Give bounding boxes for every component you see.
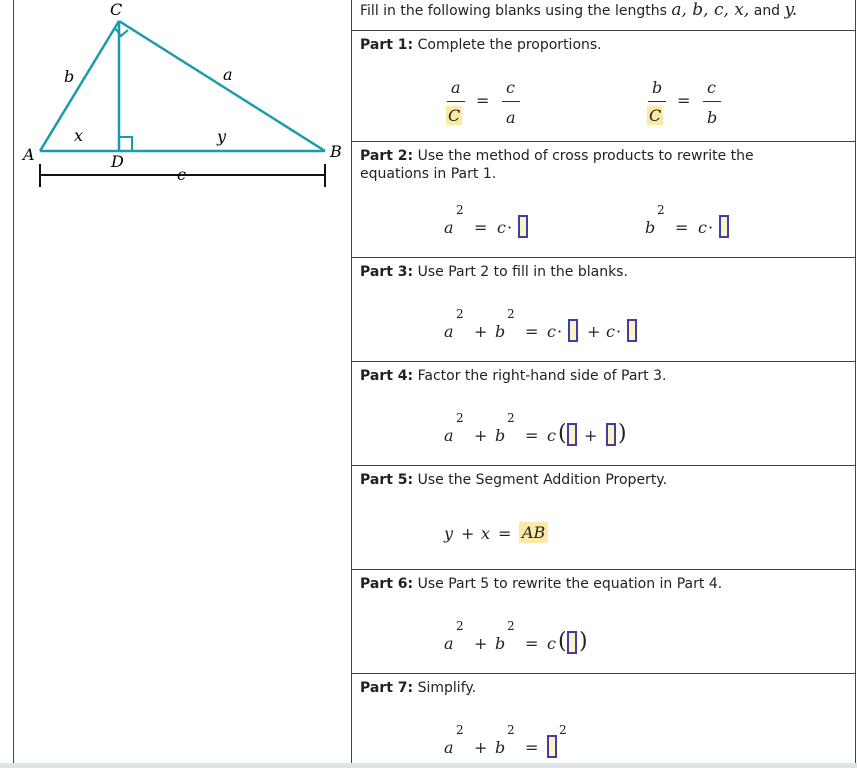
p2-exp-1: 2 (456, 203, 464, 217)
part-1 (352, 30, 855, 142)
part-1-title: Part 1: Complete the proportions. (360, 37, 602, 53)
p2-blank-2[interactable] (719, 215, 729, 238)
part-2-title: Part 2: Use the method of cross products to rewrite the equations in Part 1. (360, 148, 754, 182)
p2-dot-2: · (708, 218, 714, 237)
p7-rexp: 2 (559, 723, 567, 737)
label-c: c (177, 165, 186, 184)
p5-equals: = (498, 524, 512, 543)
part-3 (352, 257, 855, 362)
p4-c: c (547, 426, 556, 445)
p3-exp-b: 2 (507, 307, 515, 321)
p1-rden-b: b (707, 108, 718, 127)
part-3-title: Part 3: Use Part 2 to fill in the blanks. (360, 264, 628, 280)
p1-equals-1: = (476, 91, 490, 110)
p3-dot-2: · (616, 322, 622, 341)
intro-text: Fill in the following blanks using the lengths a, b, c, x, and y. (360, 0, 798, 20)
p6-rparen: ) (579, 629, 588, 654)
p3-blank-2[interactable] (627, 319, 637, 342)
p5-answer-AB: AB (519, 522, 548, 543)
p3-a: a (444, 322, 454, 341)
p4-lparen: ( (558, 421, 567, 446)
p6-exp-b: 2 (507, 619, 515, 633)
p3-blank-1[interactable] (568, 319, 578, 342)
part-4 (352, 361, 855, 466)
p6-exp-a: 2 (456, 619, 464, 633)
label-b: b (64, 67, 75, 86)
p4-equals: = (525, 426, 539, 445)
p4-a: a (444, 426, 454, 445)
p1-answer-C-2: C (649, 106, 662, 125)
p3-plus-2: + (587, 322, 601, 341)
part-2 (352, 141, 855, 258)
bottom-scroll-strip (0, 763, 857, 768)
p1-equals-2: = (677, 91, 691, 110)
p3-c-1: c (547, 322, 556, 341)
part-7 (352, 673, 855, 764)
part-6 (352, 569, 855, 674)
p3-equals: = (525, 322, 539, 341)
p2-blank-1[interactable] (518, 215, 528, 238)
p2-base-b: b (645, 218, 656, 237)
part-5 (352, 465, 855, 570)
p3-plus: + (474, 322, 488, 341)
p6-c: c (547, 634, 556, 653)
p3-c-2: c (606, 322, 615, 341)
p2-equals-2: = (675, 218, 689, 237)
label-x: x (74, 126, 84, 145)
p1-num-b: b (652, 78, 663, 97)
p3-exp-a: 2 (456, 307, 464, 321)
label-y: y (217, 127, 227, 146)
p1-rnum-c2: c (707, 78, 716, 97)
p7-exp-b: 2 (507, 723, 515, 737)
p2-base-a: a (444, 218, 454, 237)
p1-answer-C-1: C (448, 106, 461, 125)
p4-exp-b: 2 (507, 411, 515, 425)
part-5-title: Part 5: Use the Segment Addition Property. (360, 472, 668, 488)
p7-a: a (444, 738, 454, 757)
p6-plus: + (474, 634, 488, 653)
p7-plus: + (474, 738, 488, 757)
p2-dot-1: · (507, 218, 513, 237)
p4-exp-a: 2 (456, 411, 464, 425)
p2-coef-2: c (698, 218, 707, 237)
part-6-title: Part 6: Use Part 5 to rewrite the equation in Part 4. (360, 576, 723, 592)
p4-plus-2: + (584, 426, 598, 445)
p2-equals-1: = (474, 218, 488, 237)
p6-equals: = (525, 634, 539, 653)
p3-dot-1: · (557, 322, 563, 341)
p6-lparen: ( (558, 629, 567, 654)
p5-y: y (444, 524, 454, 543)
p2-coef-1: c (497, 218, 506, 237)
label-A: A (23, 145, 35, 164)
p1-rden-a: a (506, 108, 516, 127)
p4-rparen: ) (618, 421, 627, 446)
label-B: B (330, 142, 342, 161)
label-a: a (223, 65, 233, 84)
label-C: C (110, 0, 123, 19)
part-4-title: Part 4: Factor the right-hand side of Part 3. (360, 368, 667, 384)
p4-blank-2[interactable] (606, 423, 616, 446)
p3-b: b (495, 322, 506, 341)
p6-a: a (444, 634, 454, 653)
p6-b: b (495, 634, 506, 653)
label-D: D (111, 152, 124, 171)
p4-plus: + (474, 426, 488, 445)
p4-blank-1[interactable] (567, 423, 577, 446)
p7-exp-a: 2 (456, 723, 464, 737)
p6-blank[interactable] (567, 631, 577, 654)
p7-blank[interactable] (547, 735, 557, 758)
p5-x: x (481, 524, 491, 543)
p1-num-a: a (451, 78, 461, 97)
p5-plus: + (461, 524, 475, 543)
p4-b: b (495, 426, 506, 445)
part-7-title: Part 7: Simplify. (360, 680, 477, 696)
p2-exp-2: 2 (657, 203, 665, 217)
p7-b: b (495, 738, 506, 757)
question-panel (351, 0, 856, 763)
p1-rnum-c: c (506, 78, 515, 97)
triangle-diagram (14, 0, 351, 200)
p7-equals: = (525, 738, 539, 757)
